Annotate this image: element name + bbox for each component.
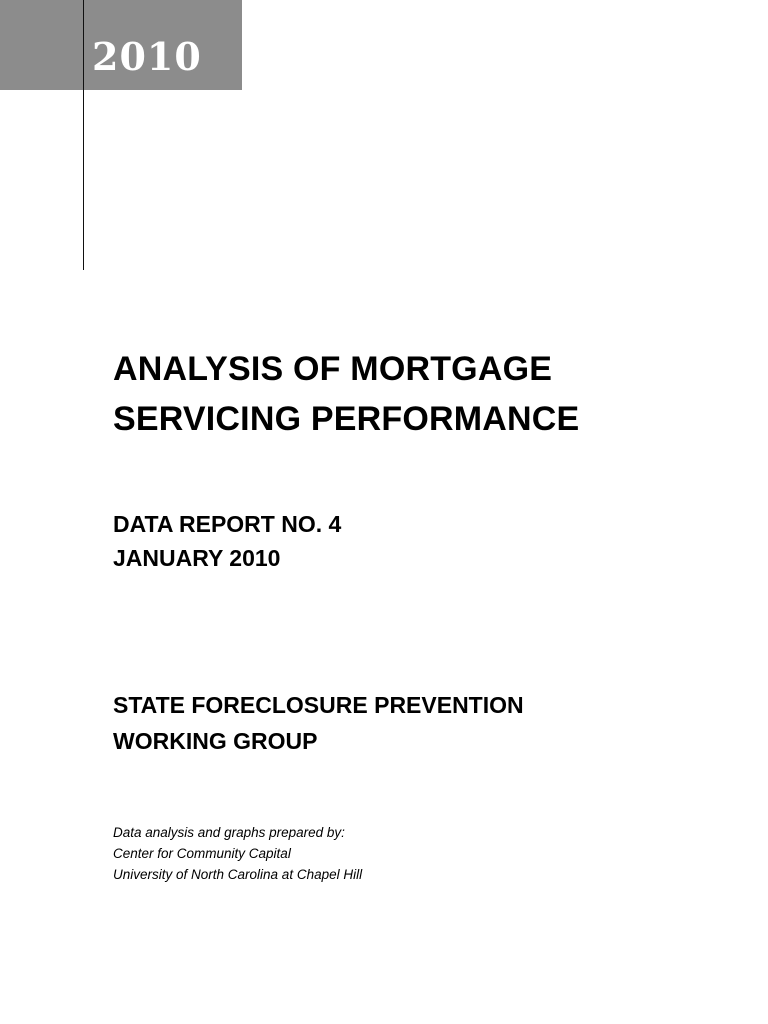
credits — [113, 822, 362, 885]
credits-line-3: University of North Carolina at Chapel Hill — [113, 867, 363, 882]
report-title-line-2: SERVICING PERFORMANCE — [113, 400, 580, 438]
report-title-line-1: ANALYSIS OF MORTGAGE — [113, 350, 553, 388]
report-title — [113, 344, 579, 444]
credits-line-2: Center for Community Capital — [113, 846, 291, 861]
report-date: JANUARY 2010 — [113, 545, 281, 571]
organization-line-2: WORKING GROUP — [113, 728, 318, 754]
year-label: 2010 — [92, 34, 202, 79]
report-number: DATA REPORT NO. 4 — [113, 511, 342, 537]
organization-line-1: STATE FORECLOSURE PREVENTION — [113, 692, 524, 718]
organization — [113, 687, 524, 759]
year-band — [0, 0, 242, 90]
report-info — [113, 507, 341, 575]
credits-line-1: Data analysis and graphs prepared by: — [113, 825, 345, 840]
vertical-rule — [83, 0, 84, 270]
